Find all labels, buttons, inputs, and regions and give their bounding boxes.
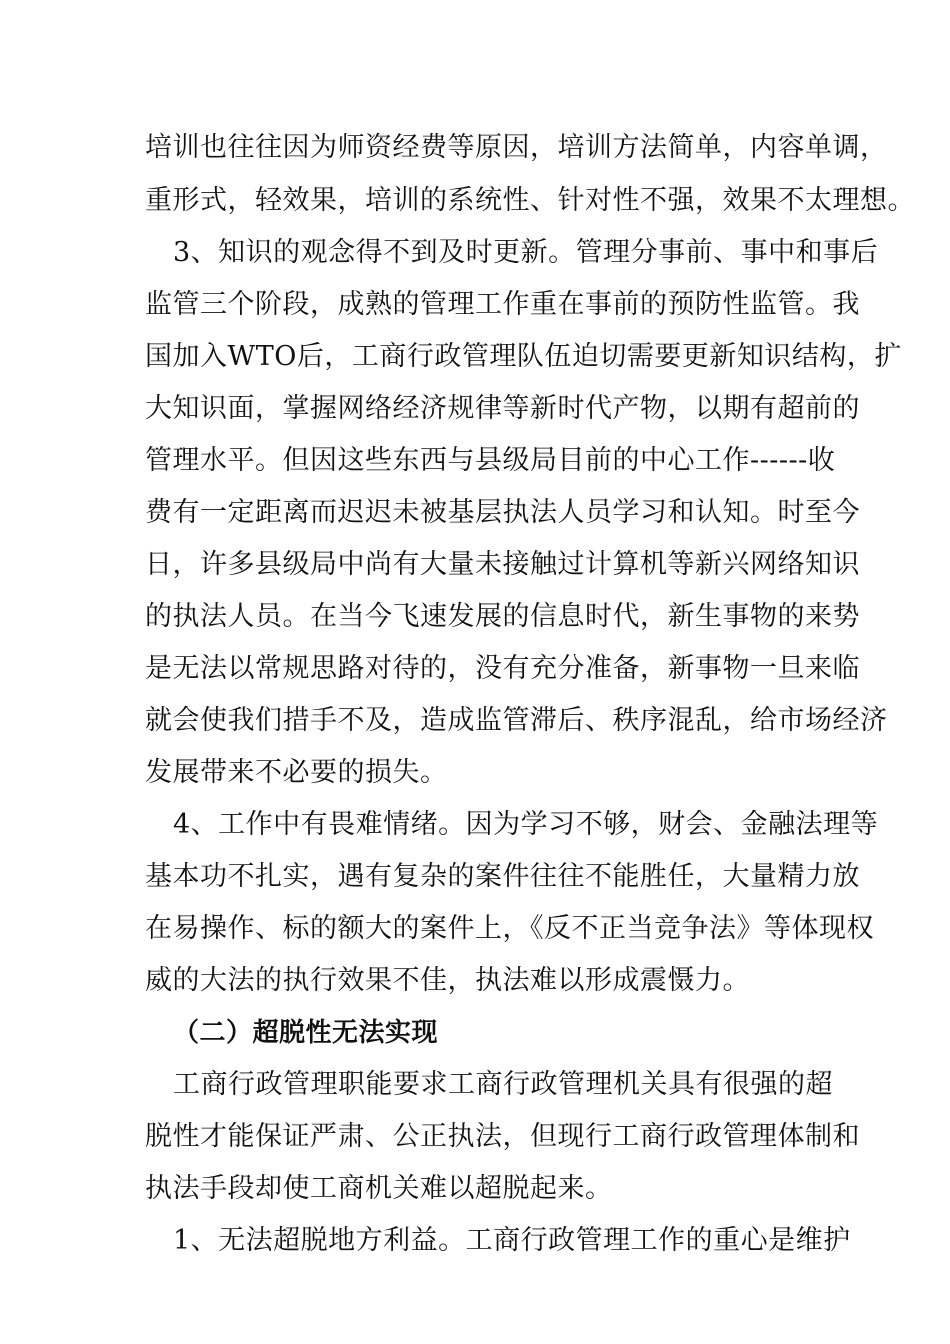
paragraph-line: 基本功不扎实，遇有复杂的案件往往不能胜任，大量精力放 (145, 861, 860, 892)
paragraph-line: 是无法以常规思路对待的，没有充分准备，新事物一旦来临 (145, 653, 860, 684)
section-heading: （二）超脱性无法实现 (173, 1018, 439, 1048)
paragraph-line: 大知识面，掌握网络经济规律等新时代产物，以期有超前的 (145, 393, 860, 424)
paragraph-line: 管理水平。但因这些东西与县级局目前的中心工作------收 (145, 445, 836, 476)
paragraph-line: 在易操作、标的额大的案件上，《反不正当竞争法》等体现权 (145, 913, 874, 944)
paragraph-line: 就会使我们措手不及，造成监管滞后、秩序混乱，给市场经济 (145, 705, 888, 736)
paragraph-line: 工商行政管理职能要求工商行政管理机关具有很强的超 (173, 1069, 833, 1100)
paragraph-line: 威的大法的执行效果不佳，执法难以形成震慑力。 (145, 965, 750, 996)
paragraph-line: 日，许多县级局中尚有大量未接触过计算机等新兴网络知识 (145, 549, 860, 580)
paragraph-line: 重形式，轻效果，培训的系统性、针对性不强，效果不太理想。 (145, 185, 915, 216)
paragraph-line: 脱性才能保证严肃、公正执法，但现行工商行政管理体制和 (145, 1121, 860, 1152)
paragraph-line: 国加入WTO后，工商行政管理队伍迫切需要更新知识结构，扩 (145, 341, 902, 372)
paragraph-line: 发展带来不必要的损失。 (145, 757, 448, 788)
paragraph-line: 监管三个阶段，成熟的管理工作重在事前的预防性监管。我 (145, 289, 860, 320)
paragraph-line: 3、知识的观念得不到及时更新。管理分事前、事中和事后 (173, 237, 879, 268)
paragraph-line: 1、无法超脱地方利益。工商行政管理工作的重心是维护 (173, 1225, 851, 1256)
paragraph-line: 培训也往往因为师资经费等原因，培训方法简单，内容单调， (145, 132, 888, 163)
paragraph-line: 的执法人员。在当今飞速发展的信息时代，新生事物的来势 (145, 601, 860, 632)
paragraph-line: 4、工作中有畏难情绪。因为学习不够，财会、金融法理等 (173, 809, 879, 840)
paragraph-line: 执法手段却使工商机关难以超脱起来。 (145, 1173, 613, 1204)
paragraph-line: 费有一定距离而迟迟未被基层执法人员学习和认知。时至今 (145, 497, 860, 528)
